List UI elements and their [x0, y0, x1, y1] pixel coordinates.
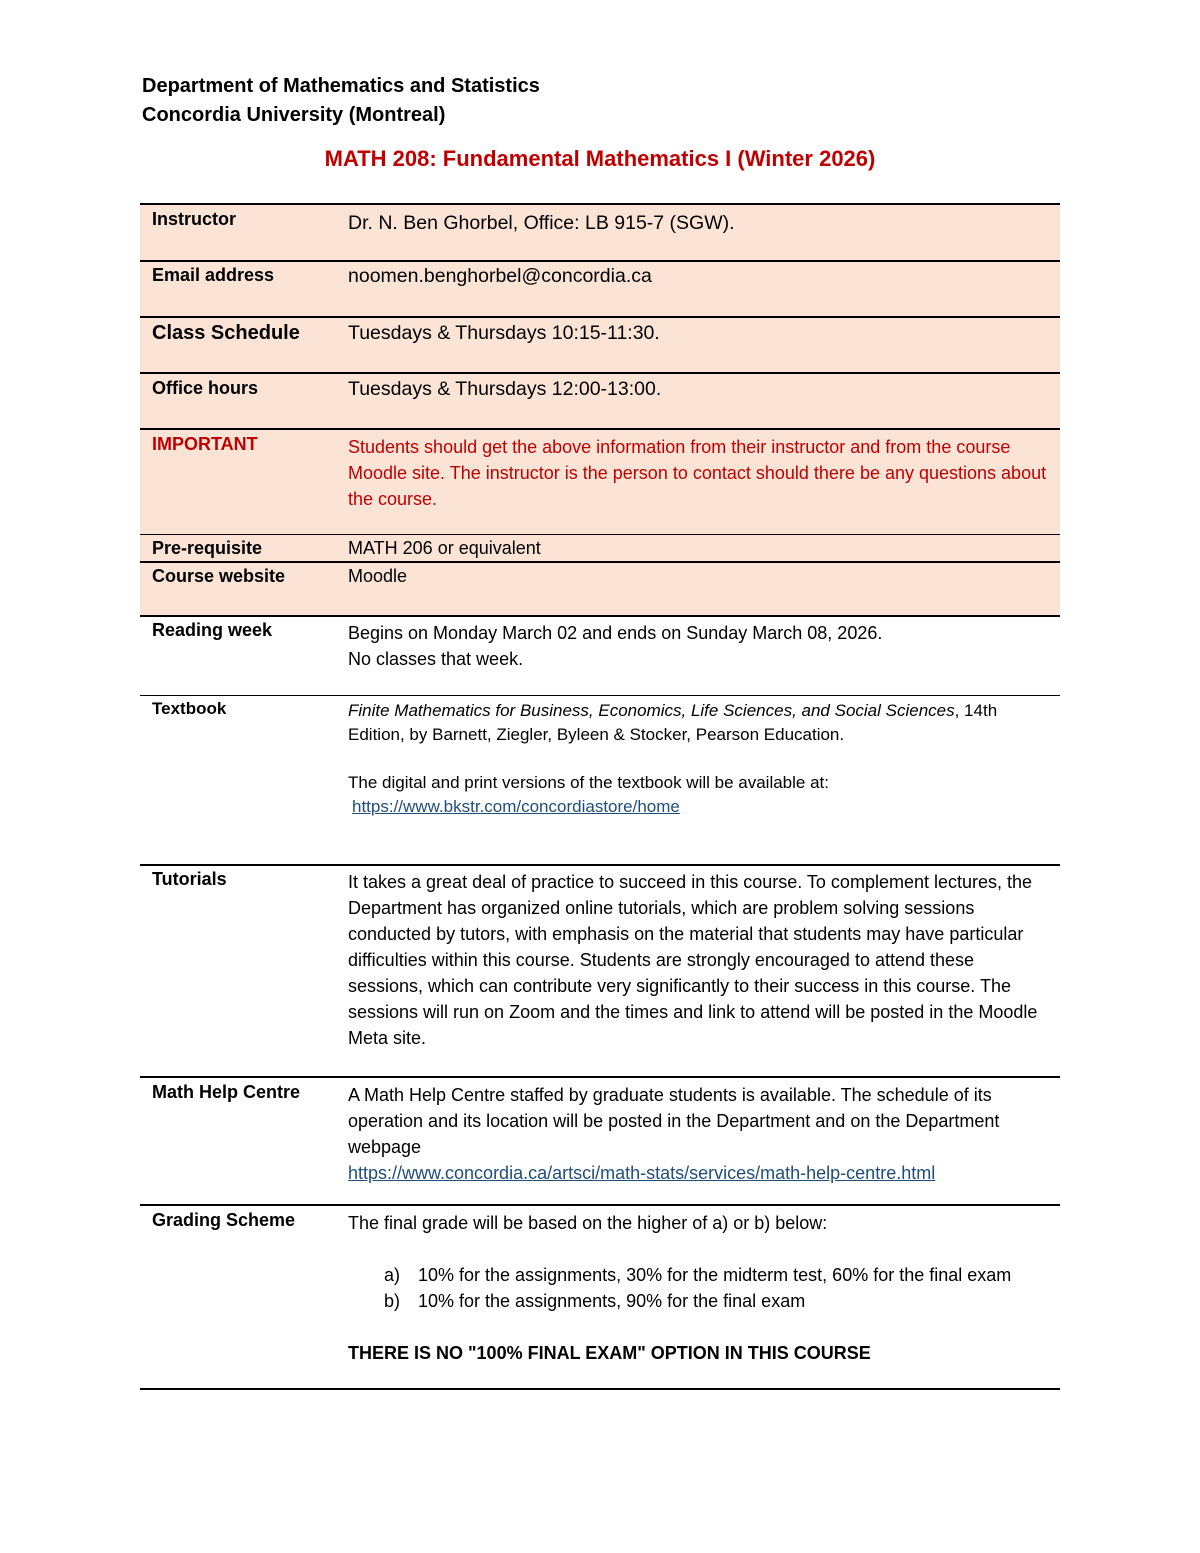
textbook-details: , 14th Edition, by Barnett, Ziegler, Byleen & Stocker, Pearson Education.	[348, 701, 998, 744]
row-email	[140, 260, 1060, 316]
option-text: 10% for the assignments, 30% for the midterm test, 60% for the final exam	[418, 1265, 1012, 1285]
grading-option-a	[348, 1262, 1050, 1288]
grading-intro: The final grade will be based on the higher of a) or b) below:	[348, 1213, 828, 1233]
row-course-website	[140, 561, 1060, 615]
help-centre-link[interactable]: https://www.concordia.ca/artsci/math-stats/services/math-help-centre.html	[348, 1163, 936, 1183]
textbook-citation	[348, 699, 1050, 747]
row-math-help-centre	[140, 1076, 1060, 1204]
help-centre-text: A Math Help Centre staffed by graduate students is available. The schedule of its operation and its location will be posted in the Department and on the Department webpage	[348, 1085, 1000, 1157]
textbook-link[interactable]: https://www.bkstr.com/concordiastore/home	[352, 797, 680, 816]
office-hours-value: Tuesdays & Thursdays 12:00-13:00.	[348, 378, 662, 400]
textbook-title: Finite Mathematics for Business, Economics, Life Sciences, and Social Sciences	[348, 701, 955, 720]
row-office-hours	[140, 372, 1060, 428]
help-centre-value	[348, 1082, 1060, 1204]
university-name: Concordia University (Montreal)	[142, 104, 446, 126]
reading-week-label: Reading week	[152, 620, 273, 640]
textbook-value	[348, 699, 1060, 864]
grading-options	[348, 1262, 1050, 1314]
tutorials-label: Tutorials	[152, 869, 227, 889]
document-header	[142, 72, 540, 130]
row-class-schedule	[140, 316, 1060, 372]
reading-week-dates: Begins on Monday March 02 and ends on Sunday March 08, 2026.	[348, 623, 883, 643]
row-textbook	[140, 695, 1060, 864]
row-important	[140, 428, 1060, 534]
grading-value	[348, 1210, 1060, 1388]
row-reading-week	[140, 615, 1060, 695]
website-value: Moodle	[348, 566, 408, 586]
grading-label: Grading Scheme	[152, 1210, 296, 1230]
row-prerequisite	[140, 534, 1060, 561]
row-instructor	[140, 203, 1060, 260]
reading-week-value	[348, 620, 1060, 695]
row-tutorials	[140, 864, 1060, 1076]
grading-option-b	[348, 1288, 1050, 1314]
help-centre-label: Math Help Centre	[152, 1082, 301, 1102]
option-marker: b)	[384, 1291, 401, 1311]
course-title: MATH 208: Fundamental Mathematics I (Winter 2026)	[324, 146, 876, 171]
option-marker: a)	[384, 1265, 401, 1285]
instructor-label: Instructor	[152, 209, 237, 229]
instructor-value: Dr. N. Ben Ghorbel, Office: LB 915-7 (SGW).	[348, 212, 735, 234]
important-label: IMPORTANT	[152, 434, 258, 454]
schedule-value: Tuesdays & Thursdays 10:15-11:30.	[348, 322, 660, 344]
office-hours-label: Office hours	[152, 378, 259, 398]
tutorials-value: It takes a great deal of practice to succeed in this course. To complement lectures, the Department has organized online tutorials, which are problem solving sessions conducted by tutors, with emphasis on the material that students may have particular difficulties within this course. Students are strongly encouraged to attend these sessions, which can contribute very significantly to their success in this course. The sessions will run on Zoom and the times and link to attend will be posted in the Moodle Meta site.	[348, 872, 1038, 1048]
important-value: Students should get the above information from their instructor and from the course Moodle site. The instructor is the person to contact should there be any questions about the course.	[348, 437, 1047, 509]
prereq-value: MATH 206 or equivalent	[348, 538, 541, 558]
schedule-label: Class Schedule	[152, 322, 300, 344]
email-value[interactable]: noomen.benghorbel@concordia.ca	[348, 265, 652, 287]
reading-week-note: No classes that week.	[348, 649, 524, 669]
course-info-table	[140, 203, 1060, 1390]
email-label: Email address	[152, 265, 275, 285]
prereq-label: Pre-requisite	[152, 538, 263, 558]
department-name: Department of Mathematics and Statistics	[142, 75, 540, 97]
textbook-label: Textbook	[152, 699, 227, 718]
row-grading-scheme	[140, 1204, 1060, 1390]
grading-note: THERE IS NO "100% FINAL EXAM" OPTION IN THIS COURSE	[348, 1343, 871, 1363]
textbook-availability: The digital and print versions of the textbook will be available at:	[348, 773, 829, 792]
website-label: Course website	[152, 566, 286, 586]
option-text: 10% for the assignments, 90% for the final exam	[418, 1291, 806, 1311]
